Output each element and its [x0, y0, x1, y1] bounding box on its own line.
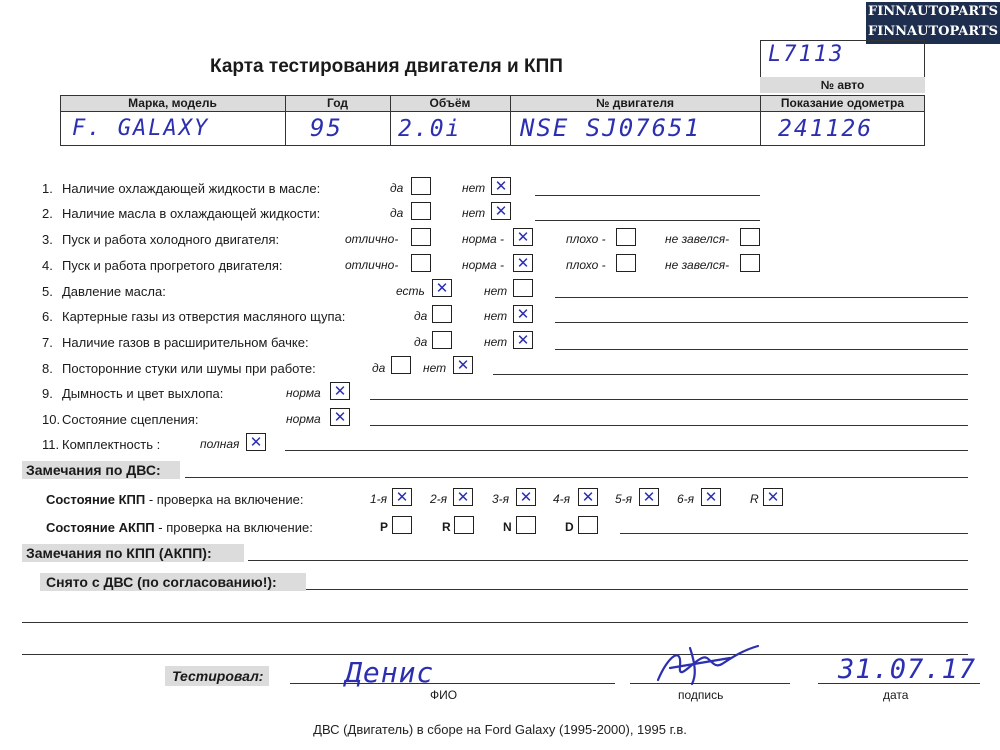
check-3-num: 3.: [42, 232, 53, 247]
check-10-mark: ✕: [333, 408, 347, 426]
check-2-label: Наличие масла в охлаждающей жидкости:: [62, 206, 321, 221]
kpp-gear-5-label: 5-я: [615, 492, 633, 506]
kpp-gear-6-mark: ✕: [704, 488, 718, 506]
check-5-mark: ✕: [435, 279, 449, 297]
check-1-num: 1.: [42, 181, 53, 196]
check-4-opt-bad: плохо -: [566, 258, 606, 272]
check-8-box-yes[interactable]: [391, 356, 411, 374]
check-8-num: 8.: [42, 361, 53, 376]
akpp-label-bold: Состояние АКПП: [46, 520, 155, 535]
kpp-gear-r-label: R: [750, 492, 759, 506]
check-11-label: Комплектность :: [62, 437, 161, 452]
kpp-gear-1-mark: ✕: [395, 488, 409, 506]
kpp-label-bold: Состояние КПП: [46, 492, 146, 507]
kpp-gear-4-mark: ✕: [581, 488, 595, 506]
check-3-label: Пуск и работа холодного двигателя:: [62, 232, 280, 247]
check-1-opt-no: нет: [462, 181, 486, 195]
header-engine-no: № двигателя: [596, 96, 674, 110]
header-year: Год: [327, 96, 348, 110]
check-3-mark: ✕: [516, 228, 530, 246]
check-7-opt-yes: да: [414, 335, 428, 349]
kpp-label: [46, 492, 303, 507]
caption: ДВС (Двигатель) в сборе на Ford Galaxy (1995-2000), 1995 г.в.: [313, 722, 687, 737]
akpp-gear-p-label: P: [380, 520, 389, 534]
check-6-opt-yes: да: [414, 309, 428, 323]
value-make-model: F. GALAXY: [72, 116, 210, 141]
kpp-gear-r-mark: ✕: [766, 488, 780, 506]
akpp-label-rest: - проверка на включение:: [154, 520, 313, 535]
check-4-opt-normal: норма -: [462, 258, 505, 272]
value-engine-no: NSE SJ07651: [520, 114, 701, 142]
date-label: дата: [883, 688, 909, 702]
check-5-label: Давление масла:: [62, 284, 166, 299]
check-8-label: Посторонние стуки или шумы при работе:: [62, 361, 316, 376]
check-8-mark: ✕: [456, 356, 470, 374]
check-10-label: Состояние сцепления:: [62, 412, 199, 427]
check-8-opt-no: нет: [423, 361, 447, 375]
kpp-gear-2-label: 2-я: [430, 492, 448, 506]
check-3-opt-bad: плохо -: [566, 232, 606, 246]
check-7-label: Наличие газов в расширительном бачке:: [62, 335, 309, 350]
check-4-box-excellent[interactable]: [411, 254, 431, 272]
akpp-gear-d-box[interactable]: [578, 516, 598, 534]
check-2-mark: ✕: [494, 202, 508, 220]
value-volume: 2.0i: [398, 116, 462, 142]
check-5-box-no[interactable]: [513, 279, 533, 297]
header-make-model: Марка, модель: [128, 96, 217, 110]
check-6-num: 6.: [42, 309, 53, 324]
check-3-box-bad[interactable]: [616, 228, 636, 246]
kpp-gear-3-mark: ✕: [519, 488, 533, 506]
check-6-opt-no: нет: [484, 309, 508, 323]
check-2-opt-yes: да: [390, 206, 404, 220]
watermark-line-2: FINNAUTOPARTS: [867, 24, 999, 39]
check-3-box-nostart[interactable]: [740, 228, 760, 246]
akpp-gear-n-box[interactable]: [516, 516, 536, 534]
check-9-label: Дымность и цвет выхлопа:: [62, 386, 224, 401]
watermark-line-1: FINNAUTOPARTS: [867, 4, 999, 19]
sign-label: подпись: [678, 688, 724, 702]
date-value: 31.07.17: [838, 654, 977, 685]
check-4-box-nostart[interactable]: [740, 254, 760, 272]
check-7-opt-no: нет: [484, 335, 508, 349]
check-9-mark: ✕: [333, 382, 347, 400]
check-10-num: 10.: [42, 412, 61, 427]
check-3-opt-excellent: отлично-: [345, 232, 399, 246]
akpp-gear-d-label: D: [565, 520, 574, 534]
check-6-box-yes[interactable]: [432, 305, 452, 323]
akpp-gear-n-label: N: [503, 520, 512, 534]
signature-scribble: [640, 636, 770, 688]
check-4-label: Пуск и работа прогретого двигателя:: [62, 258, 283, 273]
check-1-label: Наличие охлаждающей жидкости в масле:: [62, 181, 321, 196]
check-6-mark: ✕: [516, 305, 530, 323]
auto-number-value: L7113: [768, 42, 845, 67]
akpp-gear-p-box[interactable]: [392, 516, 412, 534]
removed-label: Снято с ДВС (по согласованию!):: [46, 574, 277, 590]
akpp-gear-r-box[interactable]: [454, 516, 474, 534]
check-9-opt-normal: норма: [286, 386, 321, 400]
check-11-opt-full: полная: [200, 437, 240, 451]
auto-number-label: № авто: [820, 78, 865, 92]
check-4-box-bad[interactable]: [616, 254, 636, 272]
kpp-gear-4-label: 4-я: [553, 492, 571, 506]
check-7-num: 7.: [42, 335, 53, 350]
check-10-opt-normal: норма: [286, 412, 321, 426]
kpp-gear-5-mark: ✕: [642, 488, 656, 506]
check-4-num: 4.: [42, 258, 53, 273]
check-2-opt-no: нет: [462, 206, 486, 220]
fio-label: ФИО: [430, 688, 458, 702]
check-7-mark: ✕: [516, 331, 530, 349]
value-year: 95: [310, 114, 343, 142]
check-2-box-yes[interactable]: [411, 202, 431, 220]
fio-signature: Денис: [345, 656, 435, 689]
kpp-gear-2-mark: ✕: [456, 488, 470, 506]
engine-remarks-label: Замечания по ДВС:: [26, 462, 161, 478]
check-2-num: 2.: [42, 206, 53, 221]
value-odometer: 241126: [778, 116, 874, 142]
check-3-box-excellent[interactable]: [411, 228, 431, 246]
check-5-opt-no: нет: [484, 284, 508, 298]
check-1-box-yes[interactable]: [411, 177, 431, 195]
akpp-gear-r-label: R: [442, 520, 451, 534]
kpp-gear-3-label: 3-я: [492, 492, 510, 506]
check-5-opt-yes: есть: [396, 284, 425, 298]
kpp-remarks-label: Замечания по КПП (АКПП):: [26, 545, 212, 561]
kpp-label-rest: - проверка на включение:: [145, 492, 304, 507]
check-6-label: Картерные газы из отверстия масляного щупа:: [62, 309, 346, 324]
check-11-mark: ✕: [249, 433, 263, 451]
watermark: [866, 2, 1000, 44]
check-4-opt-nostart: не завелся-: [665, 258, 730, 272]
check-8-opt-yes: да: [372, 361, 386, 375]
page-title: Карта тестирования двигателя и КПП: [210, 56, 563, 77]
check-3-opt-normal: норма -: [462, 232, 505, 246]
tested-by-label: Тестировал:: [172, 668, 264, 684]
check-11-num: 11.: [42, 437, 60, 452]
check-4-opt-excellent: отлично-: [345, 258, 399, 272]
check-1-opt-yes: да: [390, 181, 404, 195]
check-7-box-yes[interactable]: [432, 331, 452, 349]
header-odometer: Показание одометра: [780, 96, 905, 110]
check-3-opt-nostart: не завелся-: [665, 232, 730, 246]
akpp-label: [46, 520, 313, 535]
check-1-mark: ✕: [494, 177, 508, 195]
header-volume: Объём: [429, 96, 471, 110]
kpp-gear-6-label: 6-я: [677, 492, 695, 506]
check-4-mark: ✕: [516, 254, 530, 272]
check-9-num: 9.: [42, 386, 53, 401]
check-5-num: 5.: [42, 284, 53, 299]
kpp-gear-1-label: 1-я: [370, 492, 388, 506]
